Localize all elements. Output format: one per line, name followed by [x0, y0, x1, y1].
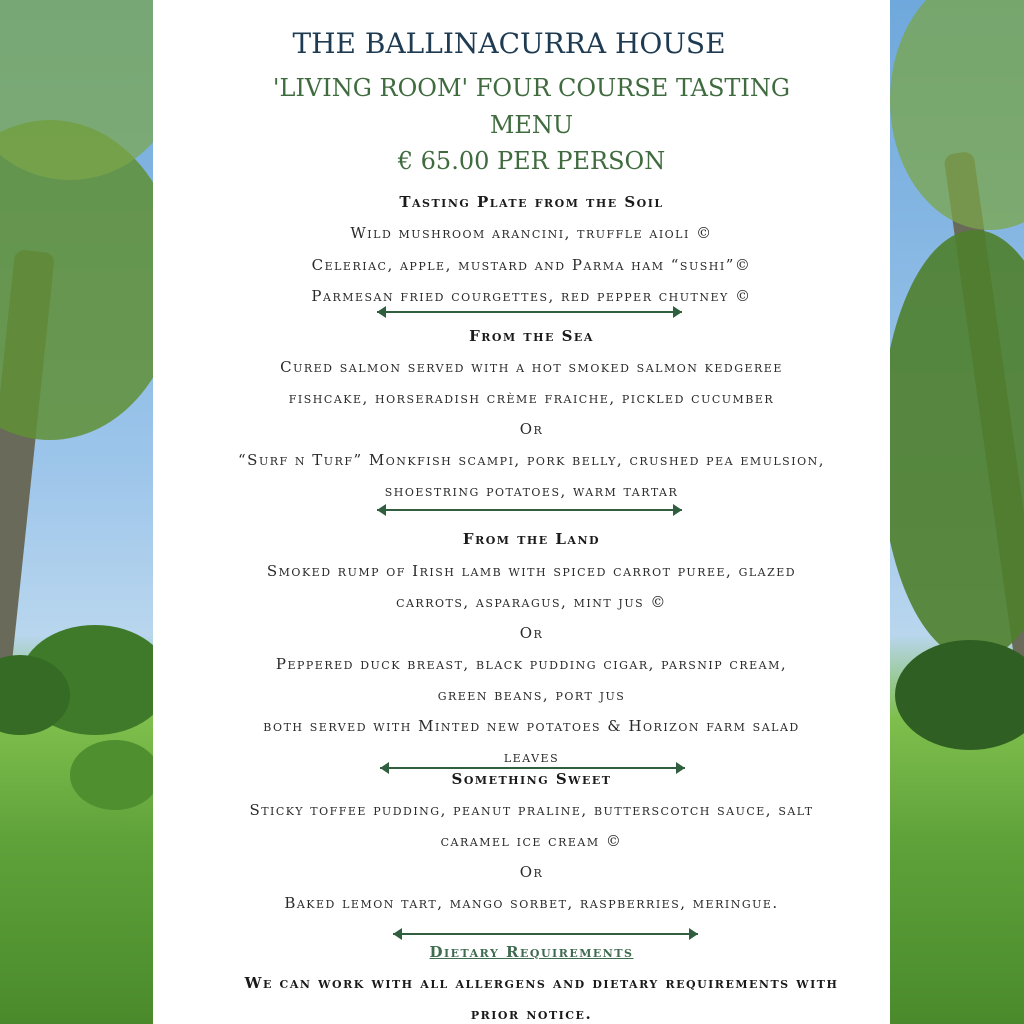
dietary-note: prior notice.	[470, 1005, 593, 1023]
section-title-land: From the Land	[462, 530, 601, 548]
right-tree-foliage	[890, 0, 1024, 230]
menu-item: Celeriac, apple, mustard and Parma ham “sushi”©	[311, 256, 752, 274]
menu-item: Baked lemon tart, mango sorbet, raspberries, meringue.	[284, 894, 779, 912]
restaurant-name: THE BALLINACURRA HOUSE	[292, 27, 726, 60]
menu-title-line2: MENU	[489, 111, 574, 139]
dietary-requirements-heading: Dietary Requirements	[429, 943, 634, 961]
section-title-soil: Tasting Plate from the Soil	[399, 193, 664, 211]
section-title-sea: From the Sea	[469, 327, 594, 345]
menu-item: green beans, port jus	[437, 686, 626, 704]
menu-item-or: Or	[519, 863, 544, 881]
menu-item: shoestring potatoes, warm tartar	[384, 482, 679, 500]
menu-item: fishcake, horseradish crème fraiche, pickled cucumber	[288, 389, 775, 407]
menu-item: Peppered duck breast, black pudding cigar, parsnip cream,	[275, 655, 788, 673]
menu-item: Smoked rump of Irish lamb with spiced carrot puree, glazed	[266, 562, 797, 580]
menu-title-line1: 'LIVING ROOM' FOUR COURSE TASTING	[272, 74, 791, 102]
divider-arrow	[393, 928, 698, 940]
right-tree-foliage	[880, 230, 1024, 660]
menu-item-or: Or	[519, 420, 544, 438]
dietary-note: We can work with all allergens and dietary requirements with	[244, 974, 839, 992]
menu-item: carrots, asparagus, mint jus ©	[396, 593, 667, 611]
menu-item-or: Or	[519, 624, 544, 642]
menu-item: Cured salmon served with a hot smoked salmon kedgeree	[280, 358, 783, 376]
menu-item: Sticky toffee pudding, peanut praline, butterscotch sauce, salt	[249, 801, 814, 819]
left-shrub	[70, 740, 160, 810]
menu-item: leaves	[503, 748, 560, 766]
menu-item: caramel ice cream ©	[440, 832, 623, 850]
section-title-sweet: Something Sweet	[451, 770, 612, 788]
menu-item: Wild mushroom arancini, truffle aioli ©	[350, 224, 713, 242]
menu-item: Parmesan fried courgettes, red pepper chutney ©	[311, 287, 752, 305]
right-bush	[895, 640, 1024, 750]
menu-price: € 65.00 PER PERSON	[397, 147, 666, 175]
divider-arrow	[377, 306, 682, 318]
menu-card	[153, 0, 890, 1024]
menu-item: both served with Minted new potatoes & Horizon farm salad	[263, 717, 800, 735]
divider-arrow	[377, 504, 682, 516]
menu-item: “Surf n Turf” Monkfish scampi, pork belly, crushed pea emulsion,	[238, 451, 825, 469]
